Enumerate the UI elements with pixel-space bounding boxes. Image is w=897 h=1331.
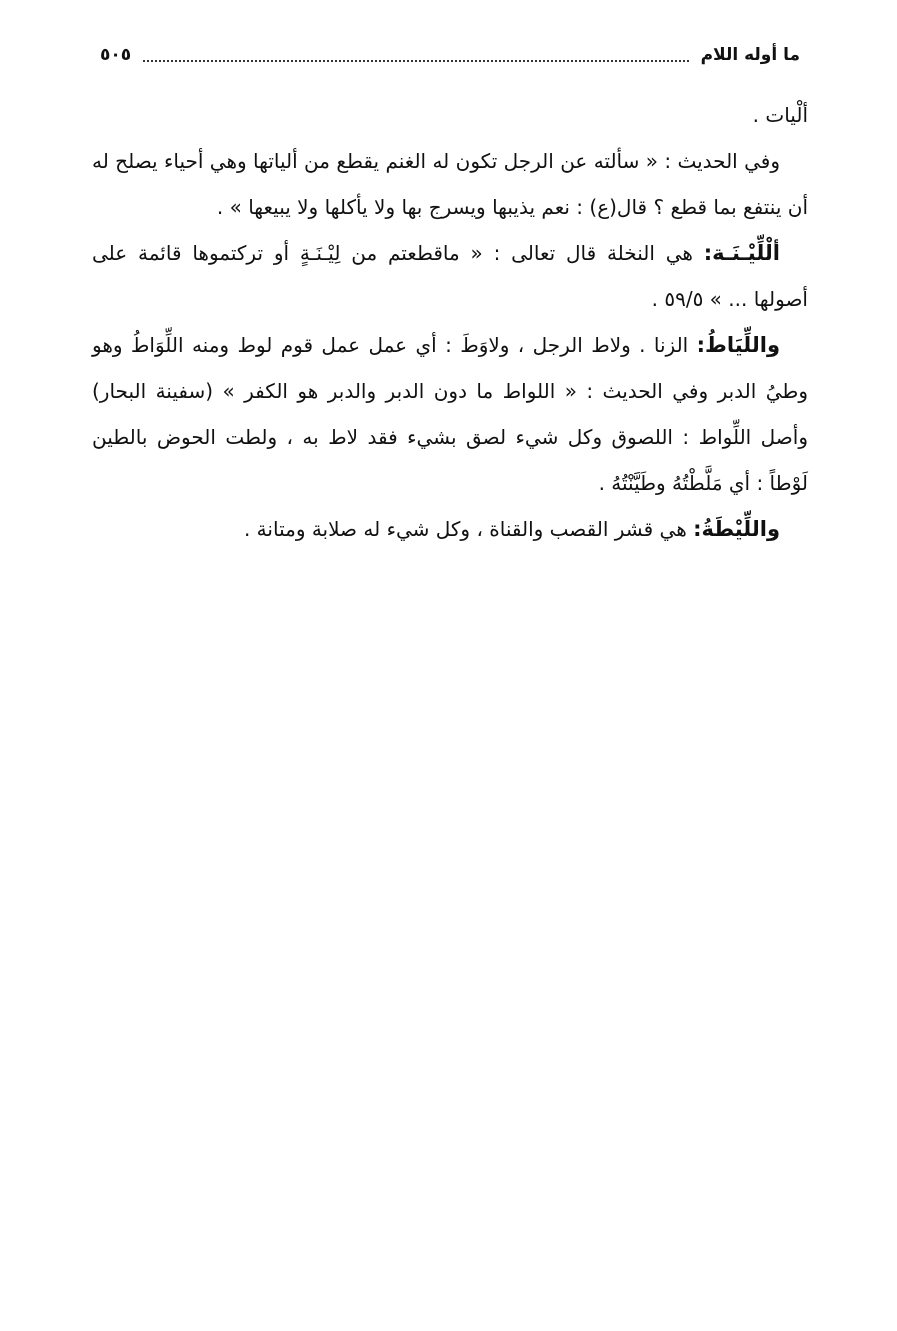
entry-headword: ألْلِّيْـنَـة: bbox=[703, 241, 780, 265]
running-header bbox=[100, 38, 800, 72]
entry-headword: واللِّيَاطُ: bbox=[696, 333, 780, 357]
entry-al-lita bbox=[92, 506, 808, 552]
header-dot-leader bbox=[143, 60, 688, 62]
entry-text: هي النخلة قال تعالى : « ماقطعتم من لِيْـنَـةٍ أو تركتموها قائمة على أصولها ... » ٥٩/٥ . bbox=[92, 241, 808, 311]
entry-al-liyat bbox=[92, 322, 808, 506]
paragraph-hadith bbox=[92, 138, 808, 230]
paragraph-text: وفي الحديث : « سألته عن الرجل تكون له الغنم يقطع من ألياتها وهي أحياء يصلح له أن ينتفع بما قطع ؟ قال(ع) : نعم يذيبها ويسرج بها ولا يأكلها ولا يبيعها » . bbox=[92, 149, 808, 219]
entry-al-lina bbox=[92, 230, 808, 322]
paragraph-continuation bbox=[92, 92, 808, 138]
page-body bbox=[92, 92, 808, 552]
page-number: ٥٠٥ bbox=[100, 45, 132, 65]
entry-text: الزنا . ولاط الرجل ، ولاوَطَ : أي عمل عمل قوم لوط ومنه اللِّوَاطُ وهو وطيُ الدبر وفي الحديث : « اللواط ما دون الدبر والدبر هو الكفر » (سفينة البحار) وأصل اللِّواط : اللصوق وكل شيء لصق بشيء فقد لاط به ، ولطت الحوض بالطين لَوْطاً : أي مَلَّطْتُهُ وطَيَّنْتُهُ . bbox=[92, 333, 808, 495]
entry-text: هي قشر القصب والقناة ، وكل شيء له صلابة ومتانة . bbox=[243, 517, 694, 541]
entry-headword: واللِّيْطَةُ: bbox=[693, 517, 780, 541]
paragraph-text: ألْيات . bbox=[752, 103, 808, 127]
header-title: ما أوله اللام bbox=[700, 45, 800, 65]
